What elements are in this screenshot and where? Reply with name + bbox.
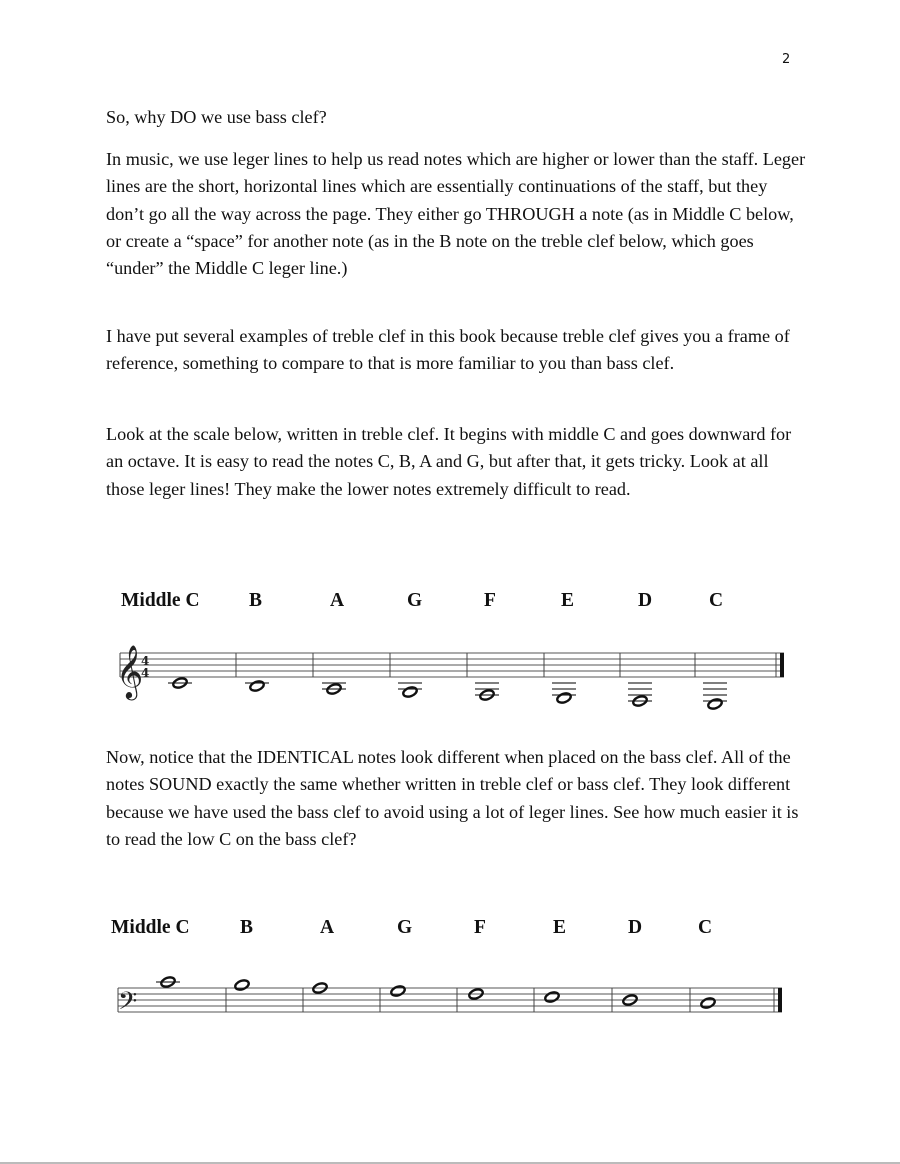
treble-label-a: A (330, 590, 345, 611)
bass-staff (0, 960, 900, 1030)
bass-note-7 (700, 997, 716, 1010)
paragraph-bass-comparison: Now, notice that the IDENTICAL notes look different when placed on the bass clef. All of the notes SOUND exactly the same whether written in treble clef or bass clef. They look different because we have used the bass clef to avoid using a lot of leger lines. See how much easier it is to read the low C on the bass clef? (106, 747, 799, 849)
bass-note-3 (390, 985, 406, 998)
treble-label-g: G (407, 590, 423, 611)
treble-note-1 (245, 680, 269, 693)
bass-clef-icon: 𝄢 (118, 987, 138, 1022)
bass-label-g: G (397, 917, 413, 938)
bass-notehead (544, 991, 560, 1004)
treble-label-f: F (484, 590, 496, 611)
treble-notehead (402, 686, 418, 699)
bass-label-f: F (474, 917, 486, 938)
treble-note-labels (0, 590, 900, 616)
bass-label-c: C (698, 917, 713, 938)
bass-notehead (390, 985, 406, 998)
bass-note-5 (544, 991, 560, 1004)
treble-note-6 (628, 683, 652, 707)
paragraph-question: So, why DO we use bass clef? (106, 107, 327, 127)
svg-text:4: 4 (141, 666, 150, 680)
bass-notehead (700, 997, 716, 1010)
treble-note-7 (703, 683, 727, 710)
treble-staff (0, 630, 900, 730)
svg-text:4: 4 (141, 654, 150, 668)
bass-label-a: A (320, 917, 335, 938)
treble-note-3 (398, 683, 422, 698)
bass-notehead (234, 979, 250, 992)
treble-label-b: B (249, 590, 263, 611)
treble-clef-icon: 𝄞 (116, 644, 144, 698)
treble-note-2 (322, 683, 346, 696)
bass-label-e: E (553, 917, 567, 938)
treble-label-middle-c: Middle C (121, 590, 200, 611)
page-number: 2 (782, 52, 791, 67)
treble-label-d: D (638, 590, 653, 611)
bass-label-middle-c: Middle C (111, 917, 190, 938)
treble-note-0 (168, 677, 192, 690)
treble-notehead (707, 698, 723, 711)
paragraph-frame-of-reference: I have put several examples of treble clef in this book because treble clef gives you a frame of reference, something to compare to that is more familiar to you than bass clef. (106, 326, 790, 374)
treble-label-e: E (561, 590, 575, 611)
treble-notehead (249, 680, 265, 693)
treble-note-5 (552, 683, 576, 704)
paragraph-treble-scale: Look at the scale below, written in treble clef. It begins with middle C and goes downward for an octave. It is easy to read the notes C, B, A and G, but after that, it gets tricky. Look at all those leger lines! They make the lower notes extremely difficult to read. (106, 424, 792, 499)
bass-note-0 (156, 976, 180, 989)
treble-notehead (556, 692, 572, 705)
bass-label-d: D (628, 917, 643, 938)
treble-label-c: C (709, 590, 724, 611)
treble-note-4 (475, 683, 499, 701)
paragraph-leger-lines: In music, we use leger lines to help us read notes which are higher or lower than the staff. Leger lines are the short, horizontal lines which are essentially continuations of the staff, but they don’t go all the way across the page. They either go THROUGH a note (as in Middle C below, or create a “space” for another note (as in the B note on the treble clef below, which goes “under” the Middle C leger line.) (106, 149, 806, 279)
bass-note-1 (234, 979, 250, 992)
bass-label-b: B (240, 917, 254, 938)
bass-note-labels (0, 917, 900, 943)
